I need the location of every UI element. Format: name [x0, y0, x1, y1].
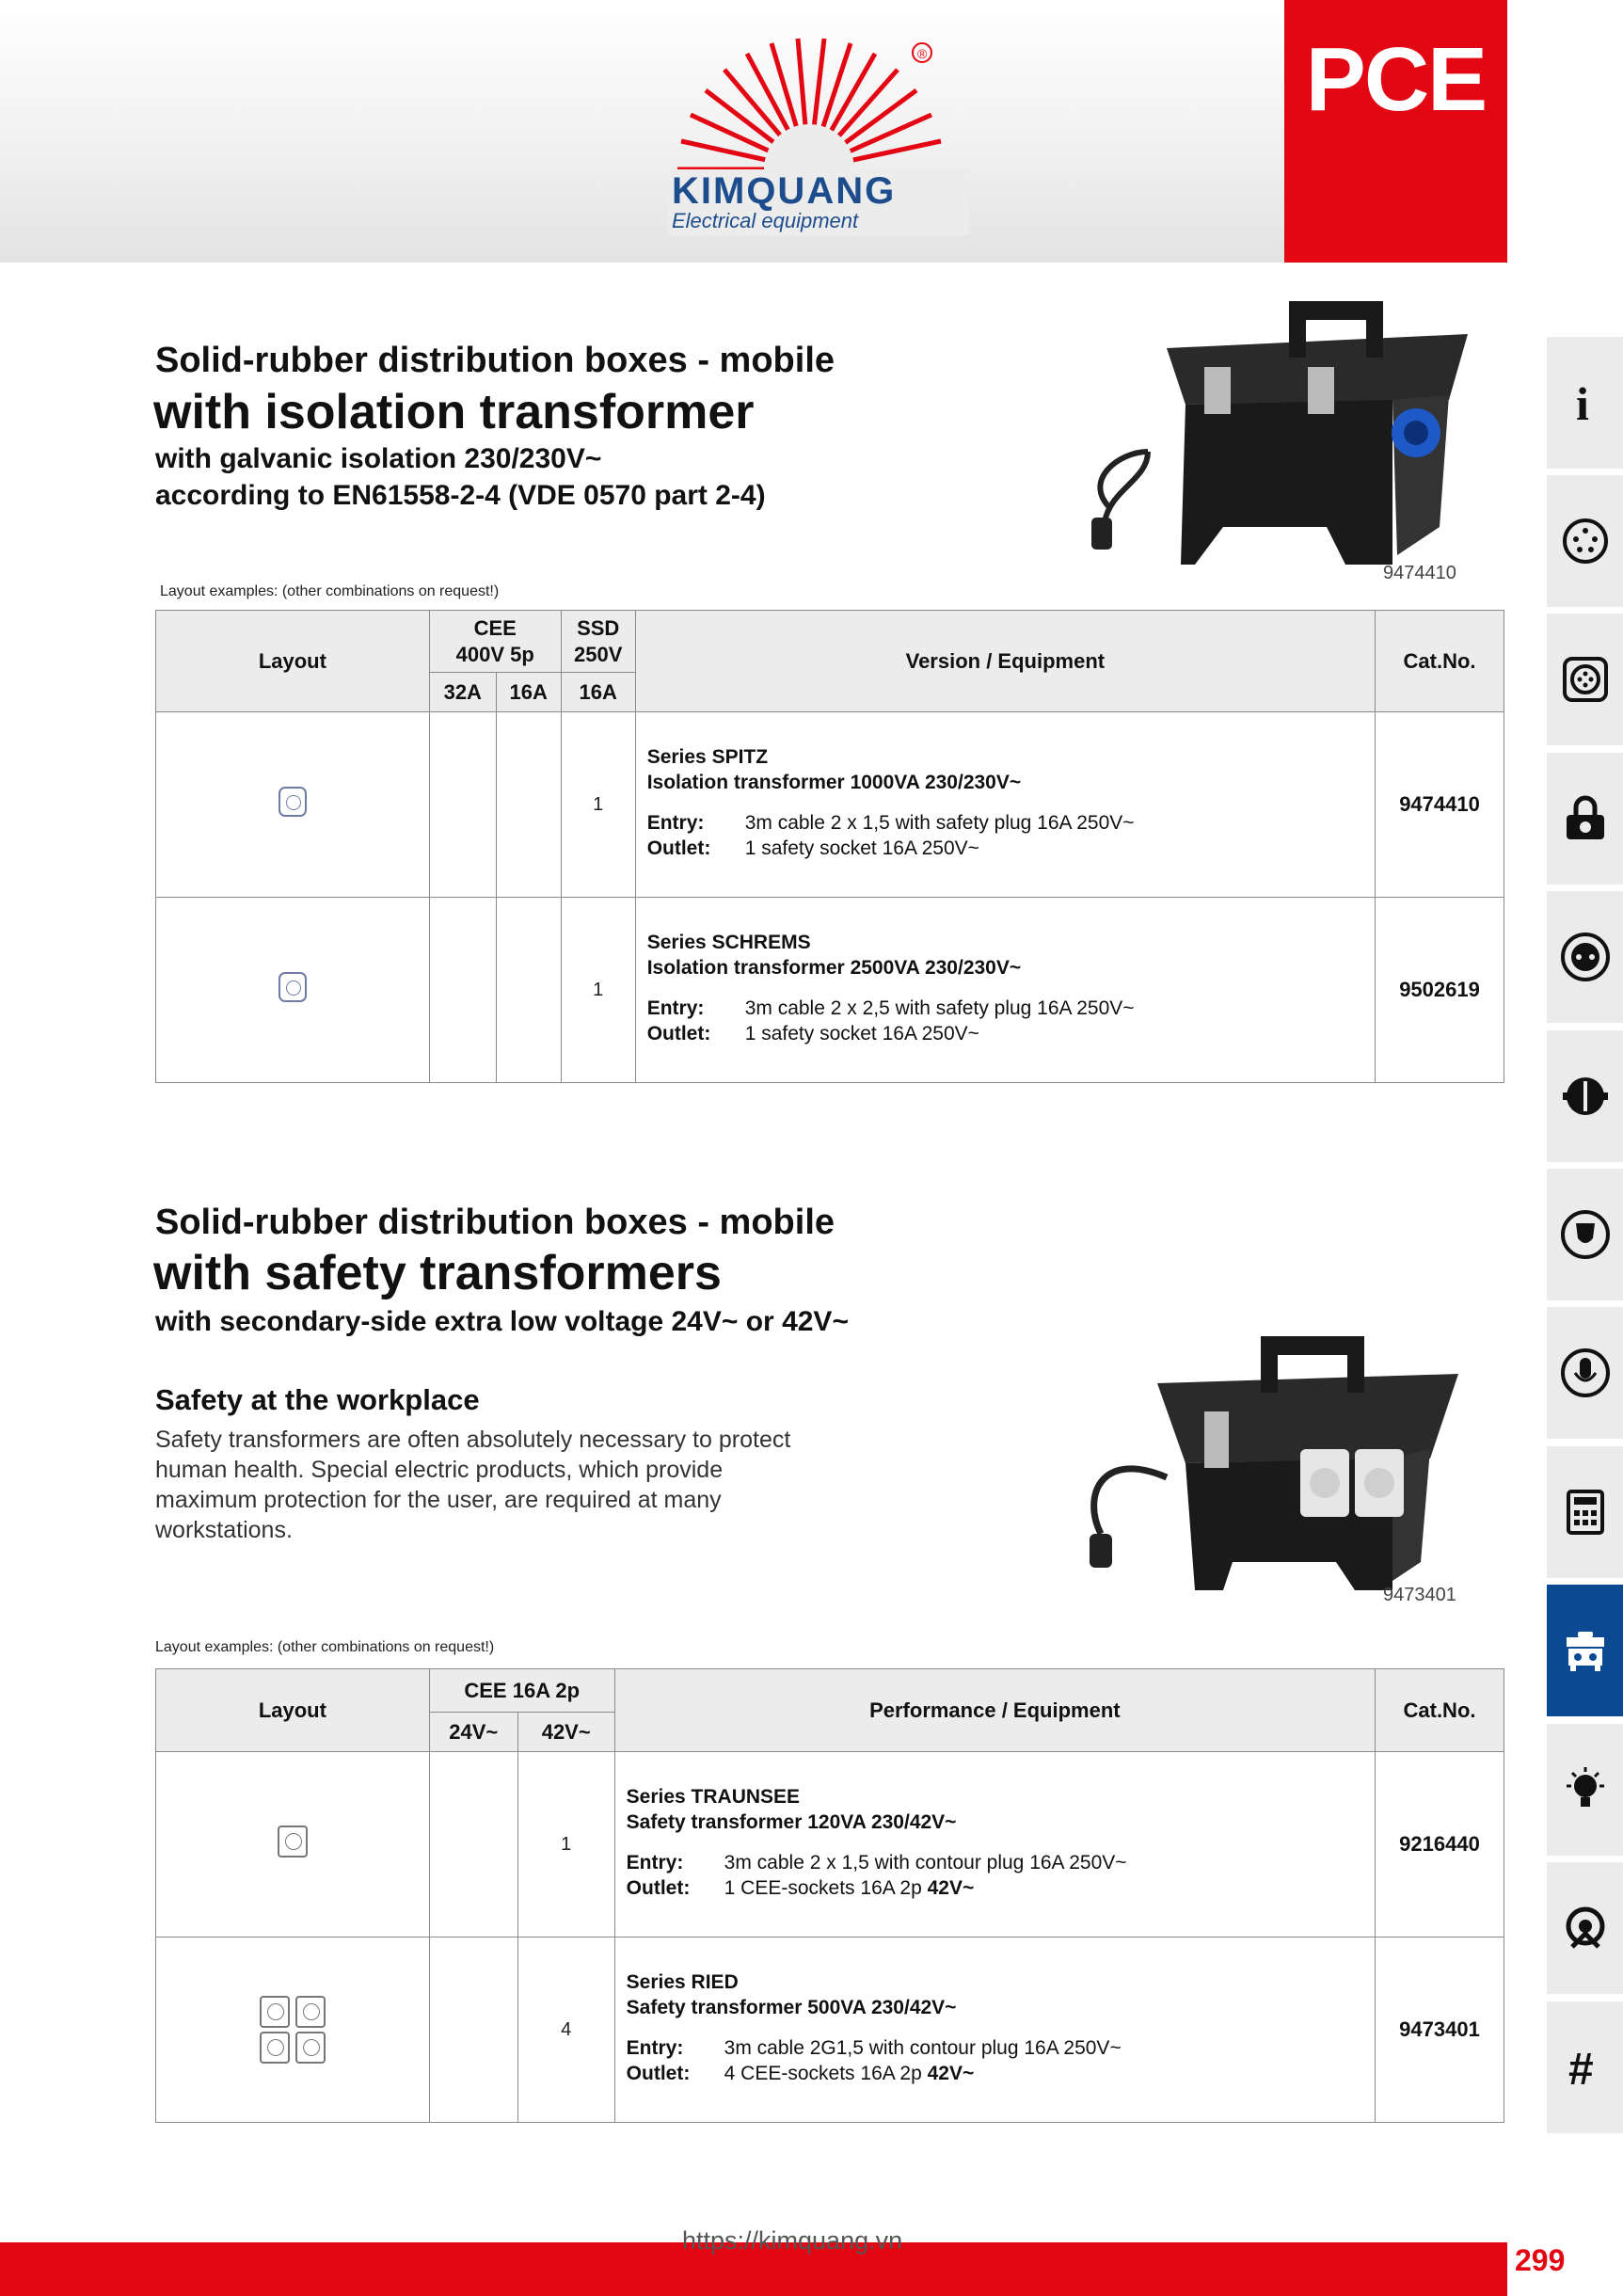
layout-note-2: Layout examples: (other combinations on request!)	[155, 1639, 495, 1655]
entry-label: Entry:	[626, 1852, 684, 1873]
tab-cee-sockets[interactable]	[1547, 614, 1623, 745]
series-name: Series SCHREMS	[646, 932, 811, 953]
outlet-value: 1 safety socket 16A 250V~	[744, 837, 979, 859]
entry-label: Entry:	[626, 2037, 684, 2059]
series-name: Series RIED	[626, 1971, 739, 1993]
col-ssd-label: SSD	[577, 615, 620, 640]
tab-index[interactable]	[1547, 2001, 1623, 2133]
pce-brand-text: PCE	[1305, 29, 1487, 130]
col-catno: Cat.No.	[1376, 611, 1504, 712]
plug-cee-icon	[1559, 515, 1612, 567]
cat-no: 9473401	[1376, 1937, 1504, 2123]
tab-info[interactable]	[1547, 337, 1623, 469]
lightbulb-icon	[1559, 1763, 1612, 1816]
section2-title-line3: with secondary-side extra low voltage 24V~ or 42V~	[155, 1306, 849, 1337]
qty-cee16	[496, 898, 561, 1083]
col-42v: 42V~	[517, 1713, 614, 1752]
section1-title-line4: according to EN61558-2-4 (VDE 0570 part 2-4)	[155, 480, 766, 511]
cable-reel-icon	[1559, 1902, 1612, 1954]
section1-title-line2: with isolation transformer	[153, 385, 755, 439]
logo-text: KIMQUANG	[672, 170, 897, 212]
qty-24v	[429, 1937, 517, 2123]
col-ssd-sub: 250V	[574, 642, 623, 666]
col-cee-label: CEE	[473, 615, 517, 640]
svg-text:#: #	[1567, 2045, 1594, 2094]
layout-cell	[156, 1937, 430, 2123]
safety-box-product-image	[1082, 1308, 1468, 1590]
qty-cee32	[429, 898, 496, 1083]
col-16a-ssd: 16A	[561, 673, 635, 712]
page-number: 299	[1515, 2243, 1566, 2277]
isolation-transformer-table	[155, 610, 1504, 1083]
paragraph-line: human health. Special electric products, which provide	[155, 1457, 724, 1483]
col-32a: 32A	[429, 673, 496, 712]
outlet-label: Outlet:	[646, 837, 711, 859]
series-name: Series TRAUNSEE	[626, 1786, 801, 1808]
col-performance: Performance / Equipment	[614, 1669, 1375, 1752]
microphone-icon	[1559, 1347, 1612, 1399]
kimquang-logo	[668, 38, 969, 235]
qty-24v	[429, 1752, 517, 1937]
tab-cee-plugs[interactable]	[1547, 475, 1623, 607]
outlet-value: 1 CEE-sockets 16A 2p	[724, 1877, 928, 1899]
svg-text:i: i	[1575, 377, 1589, 429]
tab-protection[interactable]	[1547, 1169, 1623, 1300]
lock-plug-icon	[1559, 792, 1612, 845]
cee-socket-layout-icon	[295, 2032, 326, 2064]
schuko-socket-icon	[1559, 931, 1612, 983]
col-version: Version / Equipment	[635, 611, 1375, 712]
cee-socket-layout-icon	[260, 2032, 290, 2064]
layout-cell	[156, 898, 430, 1083]
safety-socket-layout-icon	[278, 972, 307, 1002]
hash-icon	[1559, 2041, 1612, 2094]
cee-socket-layout-icon	[260, 1996, 290, 2028]
entry-value: 3m cable 2 x 1,5 with contour plug 16A 250V~	[724, 1852, 1127, 1873]
socket-5pin-icon	[1559, 653, 1612, 706]
safety-socket-layout-icon	[278, 787, 307, 817]
col-layout: Layout	[156, 1669, 430, 1752]
table-row	[156, 712, 1504, 898]
safety-transformer-table	[155, 1668, 1504, 2123]
adapter-icon	[1559, 1070, 1612, 1123]
col-16a: 16A	[496, 673, 561, 712]
tab-audio[interactable]	[1547, 1307, 1623, 1439]
entry-label: Entry:	[646, 812, 705, 834]
layout-note-1: Layout examples: (other combinations on request!)	[160, 583, 500, 599]
cat-no: 9216440	[1376, 1752, 1504, 1937]
isolation-box-product-image	[1091, 292, 1487, 565]
calculator-icon	[1559, 1486, 1612, 1539]
tab-cable-reels[interactable]	[1547, 1862, 1623, 1994]
table-row	[156, 1937, 1504, 2123]
qty-42v: 1	[517, 1752, 614, 1937]
entry-value: 3m cable 2G1,5 with contour plug 16A 250V~	[724, 2037, 1122, 2059]
outlet-voltage: 42V~	[927, 1877, 975, 1899]
outlet-label: Outlet:	[626, 2063, 691, 2084]
footer-url[interactable]: https://kimquang.vn	[682, 2226, 903, 2255]
entry-label: Entry:	[646, 997, 705, 1019]
cee-socket-layout-icon	[295, 1996, 326, 2028]
series-desc: Isolation transformer 1000VA 230/230V~	[646, 772, 1022, 793]
col-24v: 24V~	[429, 1713, 517, 1752]
logo-subtext: Electrical equipment	[672, 209, 859, 232]
version-cell	[635, 712, 1375, 898]
paragraph-line: maximum protection for the user, are required at many	[155, 1487, 722, 1513]
tab-lighting[interactable]	[1547, 1724, 1623, 1856]
section2-title-line2: with safety transformers	[153, 1246, 722, 1300]
performance-cell	[614, 1937, 1375, 2123]
tab-meters[interactable]	[1547, 1446, 1623, 1578]
paragraph-line: workstations.	[155, 1517, 293, 1543]
outlet-value: 1 safety socket 16A 250V~	[744, 1023, 979, 1044]
section1-title-line1: Solid-rubber distribution boxes - mobile	[155, 341, 835, 380]
product-image-number-1: 9474410	[1383, 563, 1456, 583]
layout-cell	[156, 1752, 430, 1937]
table-row	[156, 1752, 1504, 1937]
qty-ssd16: 1	[561, 898, 635, 1083]
registered-mark: ®	[917, 46, 928, 61]
col-ssd	[561, 611, 635, 673]
qty-42v: 4	[517, 1937, 614, 2123]
entry-value: 3m cable 2 x 1,5 with safety plug 16A 250V~	[744, 812, 1135, 834]
col-layout: Layout	[156, 611, 430, 712]
series-name: Series SPITZ	[646, 746, 769, 768]
outlet-voltage: 42V~	[927, 2063, 975, 2084]
outlet-label: Outlet:	[646, 1023, 711, 1044]
cat-no: 9474410	[1376, 712, 1504, 898]
distribution-box-icon	[1559, 1624, 1612, 1677]
info-icon	[1559, 376, 1612, 429]
product-image-number-2: 9473401	[1383, 1585, 1456, 1605]
tab-schuko[interactable]	[1547, 891, 1623, 1023]
section1-title-line3: with galvanic isolation 230/230V~	[155, 443, 602, 474]
section2-subheading: Safety at the workplace	[155, 1383, 480, 1416]
qty-cee16	[496, 712, 561, 898]
cat-no: 9502619	[1376, 898, 1504, 1083]
table-row	[156, 898, 1504, 1083]
qty-cee32	[429, 712, 496, 898]
outlet-value: 4 CEE-sockets 16A 2p	[724, 2063, 928, 2084]
col-cee-16a-2p: CEE 16A 2p	[429, 1669, 614, 1713]
series-desc: Safety transformer 500VA 230/42V~	[626, 1997, 957, 2018]
series-desc: Safety transformer 120VA 230/42V~	[626, 1811, 957, 1833]
tab-adapters[interactable]	[1547, 1030, 1623, 1162]
qty-ssd16: 1	[561, 712, 635, 898]
entry-value: 3m cable 2 x 2,5 with safety plug 16A 250V~	[744, 997, 1135, 1019]
paragraph-line: Safety transformers are often absolutely necessary to protect	[155, 1427, 791, 1453]
col-cee	[429, 611, 561, 673]
series-desc: Isolation transformer 2500VA 230/230V~	[646, 957, 1022, 979]
section2-paragraph	[155, 1425, 833, 1545]
cee-socket-layout-icon	[278, 1826, 308, 1858]
tab-distribution-boxes[interactable]	[1547, 1585, 1623, 1716]
col-catno: Cat.No.	[1376, 1669, 1504, 1752]
layout-cell	[156, 712, 430, 898]
col-cee-sub: 400V 5p	[455, 642, 534, 666]
tab-locking[interactable]	[1547, 753, 1623, 885]
shield-plug-icon	[1559, 1208, 1612, 1261]
section2-title-line1: Solid-rubber distribution boxes - mobile	[155, 1203, 835, 1242]
performance-cell	[614, 1752, 1375, 1937]
outlet-label: Outlet:	[626, 1877, 691, 1899]
version-cell	[635, 898, 1375, 1083]
